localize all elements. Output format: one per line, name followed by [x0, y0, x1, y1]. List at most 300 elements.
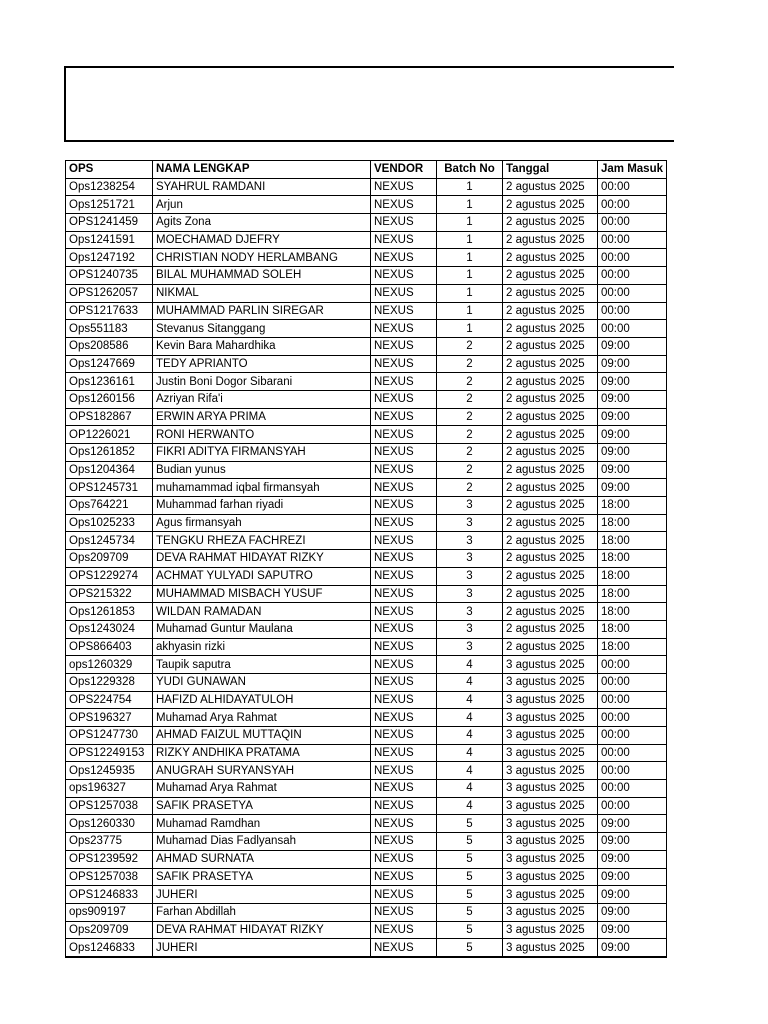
cell-tanggal: 3 agustus 2025: [503, 939, 598, 957]
header-box: [64, 66, 674, 142]
cell-vendor: NEXUS: [371, 921, 437, 939]
cell-batch: 1: [437, 196, 503, 214]
cell-jam: 00:00: [598, 196, 667, 214]
cell-tanggal: 2 agustus 2025: [503, 497, 598, 515]
cell-nama: MOECHAMAD DJEFRY: [153, 231, 371, 249]
cell-jam: 00:00: [598, 727, 667, 745]
table-row: [66, 673, 667, 691]
cell-nama: Muhamad Guntur Maulana: [153, 620, 371, 638]
table-row: [66, 585, 667, 603]
table-row: [66, 620, 667, 638]
cell-batch: 4: [437, 691, 503, 709]
cell-ops: Ops1260156: [66, 390, 153, 408]
cell-tanggal: 3 agustus 2025: [503, 727, 598, 745]
table-row: [66, 196, 667, 214]
cell-ops: Ops1247192: [66, 249, 153, 267]
cell-ops: OPS1217633: [66, 302, 153, 320]
cell-jam: 00:00: [598, 267, 667, 285]
cell-tanggal: 2 agustus 2025: [503, 373, 598, 391]
cell-batch: 5: [437, 903, 503, 921]
cell-jam: 09:00: [598, 479, 667, 497]
cell-vendor: NEXUS: [371, 656, 437, 674]
header-batch: Batch No: [437, 161, 503, 179]
cell-vendor: NEXUS: [371, 567, 437, 585]
cell-batch: 1: [437, 267, 503, 285]
cell-tanggal: 2 agustus 2025: [503, 302, 598, 320]
cell-vendor: NEXUS: [371, 284, 437, 302]
cell-vendor: NEXUS: [371, 886, 437, 904]
cell-nama: Kevin Bara Mahardhika: [153, 337, 371, 355]
cell-jam: 18:00: [598, 497, 667, 515]
cell-vendor: NEXUS: [371, 691, 437, 709]
cell-tanggal: 3 agustus 2025: [503, 780, 598, 798]
cell-vendor: NEXUS: [371, 337, 437, 355]
cell-batch: 2: [437, 355, 503, 373]
cell-ops: Ops1229328: [66, 673, 153, 691]
cell-tanggal: 3 agustus 2025: [503, 709, 598, 727]
cell-tanggal: 2 agustus 2025: [503, 249, 598, 267]
cell-tanggal: 2 agustus 2025: [503, 408, 598, 426]
table-row: [66, 939, 667, 957]
cell-jam: 09:00: [598, 833, 667, 851]
cell-nama: Muhammad farhan riyadi: [153, 497, 371, 515]
cell-nama: MUHAMMAD MISBACH YUSUF: [153, 585, 371, 603]
cell-ops: Ops1260330: [66, 815, 153, 833]
cell-tanggal: 3 agustus 2025: [503, 656, 598, 674]
cell-nama: SYAHRUL RAMDANI: [153, 178, 371, 196]
cell-jam: 18:00: [598, 603, 667, 621]
header-row: [66, 161, 667, 179]
cell-jam: 18:00: [598, 567, 667, 585]
cell-jam: 18:00: [598, 638, 667, 656]
cell-tanggal: 2 agustus 2025: [503, 267, 598, 285]
header-tanggal: Tanggal: [503, 161, 598, 179]
roster-table: [65, 160, 667, 958]
cell-jam: 00:00: [598, 762, 667, 780]
cell-tanggal: 2 agustus 2025: [503, 178, 598, 196]
cell-vendor: NEXUS: [371, 479, 437, 497]
cell-tanggal: 2 agustus 2025: [503, 444, 598, 462]
cell-ops: OPS1257038: [66, 797, 153, 815]
cell-jam: 00:00: [598, 249, 667, 267]
table-row: [66, 231, 667, 249]
table-row: [66, 744, 667, 762]
cell-batch: 3: [437, 514, 503, 532]
cell-vendor: NEXUS: [371, 815, 437, 833]
cell-batch: 3: [437, 567, 503, 585]
table-row: [66, 691, 667, 709]
cell-ops: OPS1245731: [66, 479, 153, 497]
cell-nama: JUHERI: [153, 939, 371, 957]
cell-batch: 5: [437, 868, 503, 886]
cell-vendor: NEXUS: [371, 302, 437, 320]
cell-jam: 18:00: [598, 585, 667, 603]
cell-batch: 1: [437, 178, 503, 196]
cell-nama: RIZKY ANDHIKA PRATAMA: [153, 744, 371, 762]
cell-batch: 3: [437, 638, 503, 656]
cell-tanggal: 2 agustus 2025: [503, 603, 598, 621]
cell-ops: OPS1239592: [66, 850, 153, 868]
cell-tanggal: 3 agustus 2025: [503, 850, 598, 868]
cell-batch: 4: [437, 673, 503, 691]
cell-tanggal: 2 agustus 2025: [503, 284, 598, 302]
cell-vendor: NEXUS: [371, 744, 437, 762]
cell-tanggal: 3 agustus 2025: [503, 903, 598, 921]
cell-jam: 00:00: [598, 284, 667, 302]
cell-vendor: NEXUS: [371, 196, 437, 214]
cell-nama: Azriyan Rifa'i: [153, 390, 371, 408]
cell-tanggal: 2 agustus 2025: [503, 532, 598, 550]
cell-vendor: NEXUS: [371, 373, 437, 391]
cell-tanggal: 2 agustus 2025: [503, 514, 598, 532]
cell-jam: 09:00: [598, 337, 667, 355]
cell-batch: 4: [437, 727, 503, 745]
cell-vendor: NEXUS: [371, 762, 437, 780]
cell-jam: 09:00: [598, 408, 667, 426]
cell-tanggal: 2 agustus 2025: [503, 567, 598, 585]
cell-tanggal: 2 agustus 2025: [503, 461, 598, 479]
cell-ops: Ops1238254: [66, 178, 153, 196]
cell-ops: Ops1243024: [66, 620, 153, 638]
cell-ops: Ops1245935: [66, 762, 153, 780]
table-row: [66, 797, 667, 815]
cell-nama: HAFIZD ALHIDAYATULOH: [153, 691, 371, 709]
cell-vendor: NEXUS: [371, 673, 437, 691]
cell-jam: 09:00: [598, 373, 667, 391]
cell-tanggal: 3 agustus 2025: [503, 744, 598, 762]
cell-ops: OPS1257038: [66, 868, 153, 886]
table-row: [66, 514, 667, 532]
cell-vendor: NEXUS: [371, 833, 437, 851]
cell-nama: SAFIK PRASETYA: [153, 868, 371, 886]
table-row: [66, 868, 667, 886]
cell-ops: ops196327: [66, 780, 153, 798]
cell-ops: OPS1240735: [66, 267, 153, 285]
cell-tanggal: 2 agustus 2025: [503, 638, 598, 656]
cell-nama: NIKMAL: [153, 284, 371, 302]
table-row: [66, 249, 667, 267]
cell-ops: OPS182867: [66, 408, 153, 426]
cell-batch: 3: [437, 603, 503, 621]
cell-batch: 5: [437, 815, 503, 833]
cell-vendor: NEXUS: [371, 514, 437, 532]
cell-nama: TENGKU RHEZA FACHREZI: [153, 532, 371, 550]
cell-batch: 2: [437, 479, 503, 497]
cell-tanggal: 3 agustus 2025: [503, 762, 598, 780]
cell-vendor: NEXUS: [371, 638, 437, 656]
cell-nama: FIKRI ADITYA FIRMANSYAH: [153, 444, 371, 462]
cell-jam: 09:00: [598, 850, 667, 868]
cell-nama: SAFIK PRASETYA: [153, 797, 371, 815]
cell-jam: 18:00: [598, 514, 667, 532]
cell-vendor: NEXUS: [371, 939, 437, 957]
cell-ops: Ops1247669: [66, 355, 153, 373]
table-row: [66, 479, 667, 497]
cell-batch: 2: [437, 337, 503, 355]
cell-nama: DEVA RAHMAT HIDAYAT RIZKY: [153, 550, 371, 568]
cell-batch: 4: [437, 744, 503, 762]
cell-batch: 2: [437, 390, 503, 408]
cell-nama: ANUGRAH SURYANSYAH: [153, 762, 371, 780]
cell-nama: TEDY APRIANTO: [153, 355, 371, 373]
cell-ops: Ops1204364: [66, 461, 153, 479]
table-row: [66, 337, 667, 355]
cell-jam: 00:00: [598, 691, 667, 709]
cell-jam: 09:00: [598, 868, 667, 886]
cell-jam: 00:00: [598, 178, 667, 196]
cell-batch: 5: [437, 886, 503, 904]
cell-ops: Ops209709: [66, 921, 153, 939]
cell-jam: 00:00: [598, 214, 667, 232]
table-row: [66, 320, 667, 338]
cell-nama: MUHAMMAD PARLIN SIREGAR: [153, 302, 371, 320]
cell-nama: muhamammad iqbal firmansyah: [153, 479, 371, 497]
cell-nama: Muhamad Arya Rahmat: [153, 780, 371, 798]
cell-vendor: NEXUS: [371, 408, 437, 426]
cell-batch: 4: [437, 780, 503, 798]
table-row: [66, 886, 667, 904]
cell-vendor: NEXUS: [371, 178, 437, 196]
cell-nama: Muhamad Arya Rahmat: [153, 709, 371, 727]
header-jam: Jam Masuk: [598, 161, 667, 179]
cell-ops: OPS196327: [66, 709, 153, 727]
cell-jam: 18:00: [598, 550, 667, 568]
cell-ops: Ops1245734: [66, 532, 153, 550]
cell-ops: Ops1025233: [66, 514, 153, 532]
cell-vendor: NEXUS: [371, 727, 437, 745]
cell-ops: Ops1246833: [66, 939, 153, 957]
cell-ops: ops909197: [66, 903, 153, 921]
cell-vendor: NEXUS: [371, 903, 437, 921]
cell-jam: 18:00: [598, 532, 667, 550]
cell-jam: 09:00: [598, 461, 667, 479]
table-row: [66, 833, 667, 851]
cell-ops: Ops764221: [66, 497, 153, 515]
cell-batch: 4: [437, 762, 503, 780]
cell-jam: 09:00: [598, 903, 667, 921]
header-nama: NAMA LENGKAP: [153, 161, 371, 179]
cell-tanggal: 2 agustus 2025: [503, 479, 598, 497]
table-row: [66, 267, 667, 285]
cell-ops: Ops1261852: [66, 444, 153, 462]
header-ops: OPS: [66, 161, 153, 179]
cell-batch: 3: [437, 550, 503, 568]
cell-vendor: NEXUS: [371, 868, 437, 886]
cell-vendor: NEXUS: [371, 355, 437, 373]
cell-batch: 2: [437, 408, 503, 426]
cell-vendor: NEXUS: [371, 850, 437, 868]
cell-ops: Ops551183: [66, 320, 153, 338]
cell-tanggal: 3 agustus 2025: [503, 673, 598, 691]
cell-ops: OPS1229274: [66, 567, 153, 585]
cell-batch: 2: [437, 444, 503, 462]
cell-vendor: NEXUS: [371, 320, 437, 338]
table-row: [66, 550, 667, 568]
table-row: [66, 903, 667, 921]
cell-nama: AHMAD FAIZUL MUTTAQIN: [153, 727, 371, 745]
cell-batch: 4: [437, 797, 503, 815]
cell-nama: Muhamad Ramdhan: [153, 815, 371, 833]
cell-vendor: NEXUS: [371, 390, 437, 408]
cell-tanggal: 2 agustus 2025: [503, 355, 598, 373]
cell-tanggal: 2 agustus 2025: [503, 337, 598, 355]
cell-batch: 1: [437, 231, 503, 249]
cell-nama: Justin Boni Dogor Sibarani: [153, 373, 371, 391]
cell-batch: 1: [437, 302, 503, 320]
cell-ops: OPS1241459: [66, 214, 153, 232]
table-row: [66, 656, 667, 674]
cell-jam: 00:00: [598, 673, 667, 691]
cell-jam: 00:00: [598, 320, 667, 338]
cell-ops: OPS1247730: [66, 727, 153, 745]
cell-nama: AHMAD SURNATA: [153, 850, 371, 868]
cell-ops: Ops23775: [66, 833, 153, 851]
cell-nama: Muhamad Dias Fadlyansah: [153, 833, 371, 851]
cell-batch: 5: [437, 850, 503, 868]
cell-batch: 3: [437, 585, 503, 603]
cell-tanggal: 2 agustus 2025: [503, 620, 598, 638]
cell-vendor: NEXUS: [371, 532, 437, 550]
cell-batch: 5: [437, 921, 503, 939]
cell-ops: OPS12249153: [66, 744, 153, 762]
cell-vendor: NEXUS: [371, 267, 437, 285]
cell-jam: 00:00: [598, 709, 667, 727]
table-row: [66, 603, 667, 621]
table-row: [66, 727, 667, 745]
cell-tanggal: 2 agustus 2025: [503, 320, 598, 338]
cell-nama: Arjun: [153, 196, 371, 214]
cell-batch: 3: [437, 532, 503, 550]
cell-batch: 1: [437, 284, 503, 302]
table-row: [66, 214, 667, 232]
cell-batch: 2: [437, 461, 503, 479]
cell-batch: 2: [437, 426, 503, 444]
cell-jam: 09:00: [598, 444, 667, 462]
cell-batch: 1: [437, 249, 503, 267]
cell-nama: WILDAN RAMADAN: [153, 603, 371, 621]
cell-nama: ACHMAT YULYADI SAPUTRO: [153, 567, 371, 585]
cell-vendor: NEXUS: [371, 550, 437, 568]
cell-ops: Ops1236161: [66, 373, 153, 391]
cell-vendor: NEXUS: [371, 497, 437, 515]
cell-batch: 5: [437, 939, 503, 957]
cell-tanggal: 2 agustus 2025: [503, 390, 598, 408]
cell-nama: RONI HERWANTO: [153, 426, 371, 444]
cell-vendor: NEXUS: [371, 249, 437, 267]
table-row: [66, 408, 667, 426]
cell-batch: 2: [437, 373, 503, 391]
cell-nama: Taupik saputra: [153, 656, 371, 674]
cell-ops: OPS1262057: [66, 284, 153, 302]
cell-vendor: NEXUS: [371, 620, 437, 638]
cell-jam: 09:00: [598, 355, 667, 373]
cell-jam: 00:00: [598, 780, 667, 798]
cell-batch: 3: [437, 620, 503, 638]
cell-batch: 3: [437, 497, 503, 515]
cell-tanggal: 3 agustus 2025: [503, 691, 598, 709]
cell-vendor: NEXUS: [371, 461, 437, 479]
cell-nama: akhyasin rizki: [153, 638, 371, 656]
cell-ops: ops1260329: [66, 656, 153, 674]
table-row: [66, 567, 667, 585]
cell-jam: 09:00: [598, 886, 667, 904]
cell-jam: 09:00: [598, 939, 667, 957]
table-row: [66, 638, 667, 656]
cell-tanggal: 2 agustus 2025: [503, 426, 598, 444]
table-row: [66, 780, 667, 798]
cell-tanggal: 3 agustus 2025: [503, 797, 598, 815]
cell-vendor: NEXUS: [371, 797, 437, 815]
cell-ops: Ops208586: [66, 337, 153, 355]
cell-jam: 09:00: [598, 426, 667, 444]
table-row: [66, 426, 667, 444]
table-row: [66, 815, 667, 833]
table-row: [66, 373, 667, 391]
table-row: [66, 390, 667, 408]
cell-jam: 09:00: [598, 921, 667, 939]
cell-jam: 00:00: [598, 656, 667, 674]
table-row: [66, 461, 667, 479]
cell-batch: 4: [437, 656, 503, 674]
header-vendor: VENDOR: [371, 161, 437, 179]
cell-nama: Stevanus Sitanggang: [153, 320, 371, 338]
table-row: [66, 178, 667, 196]
table-row: [66, 355, 667, 373]
cell-jam: 00:00: [598, 797, 667, 815]
cell-tanggal: 3 agustus 2025: [503, 868, 598, 886]
cell-vendor: NEXUS: [371, 231, 437, 249]
cell-jam: 00:00: [598, 744, 667, 762]
cell-vendor: NEXUS: [371, 709, 437, 727]
cell-tanggal: 2 agustus 2025: [503, 585, 598, 603]
cell-jam: 09:00: [598, 390, 667, 408]
cell-batch: 1: [437, 320, 503, 338]
cell-tanggal: 2 agustus 2025: [503, 196, 598, 214]
table-row: [66, 532, 667, 550]
cell-nama: YUDI GUNAWAN: [153, 673, 371, 691]
cell-jam: 00:00: [598, 302, 667, 320]
table-row: [66, 921, 667, 939]
cell-nama: ERWIN ARYA PRIMA: [153, 408, 371, 426]
cell-batch: 5: [437, 833, 503, 851]
cell-nama: Agus firmansyah: [153, 514, 371, 532]
table-row: [66, 709, 667, 727]
cell-tanggal: 3 agustus 2025: [503, 815, 598, 833]
cell-batch: 1: [437, 214, 503, 232]
cell-ops: OPS866403: [66, 638, 153, 656]
cell-nama: DEVA RAHMAT HIDAYAT RIZKY: [153, 921, 371, 939]
cell-vendor: NEXUS: [371, 426, 437, 444]
table-row: [66, 497, 667, 515]
cell-jam: 00:00: [598, 231, 667, 249]
cell-nama: Farhan Abdillah: [153, 903, 371, 921]
cell-vendor: NEXUS: [371, 603, 437, 621]
cell-ops: Ops1241591: [66, 231, 153, 249]
cell-tanggal: 3 agustus 2025: [503, 833, 598, 851]
cell-tanggal: 2 agustus 2025: [503, 231, 598, 249]
cell-tanggal: 2 agustus 2025: [503, 214, 598, 232]
cell-ops: Ops1261853: [66, 603, 153, 621]
cell-ops: OPS215322: [66, 585, 153, 603]
table-row: [66, 762, 667, 780]
cell-ops: Ops1251721: [66, 196, 153, 214]
cell-vendor: NEXUS: [371, 214, 437, 232]
cell-batch: 4: [437, 709, 503, 727]
cell-vendor: NEXUS: [371, 585, 437, 603]
cell-tanggal: 3 agustus 2025: [503, 921, 598, 939]
cell-tanggal: 2 agustus 2025: [503, 550, 598, 568]
cell-vendor: NEXUS: [371, 780, 437, 798]
